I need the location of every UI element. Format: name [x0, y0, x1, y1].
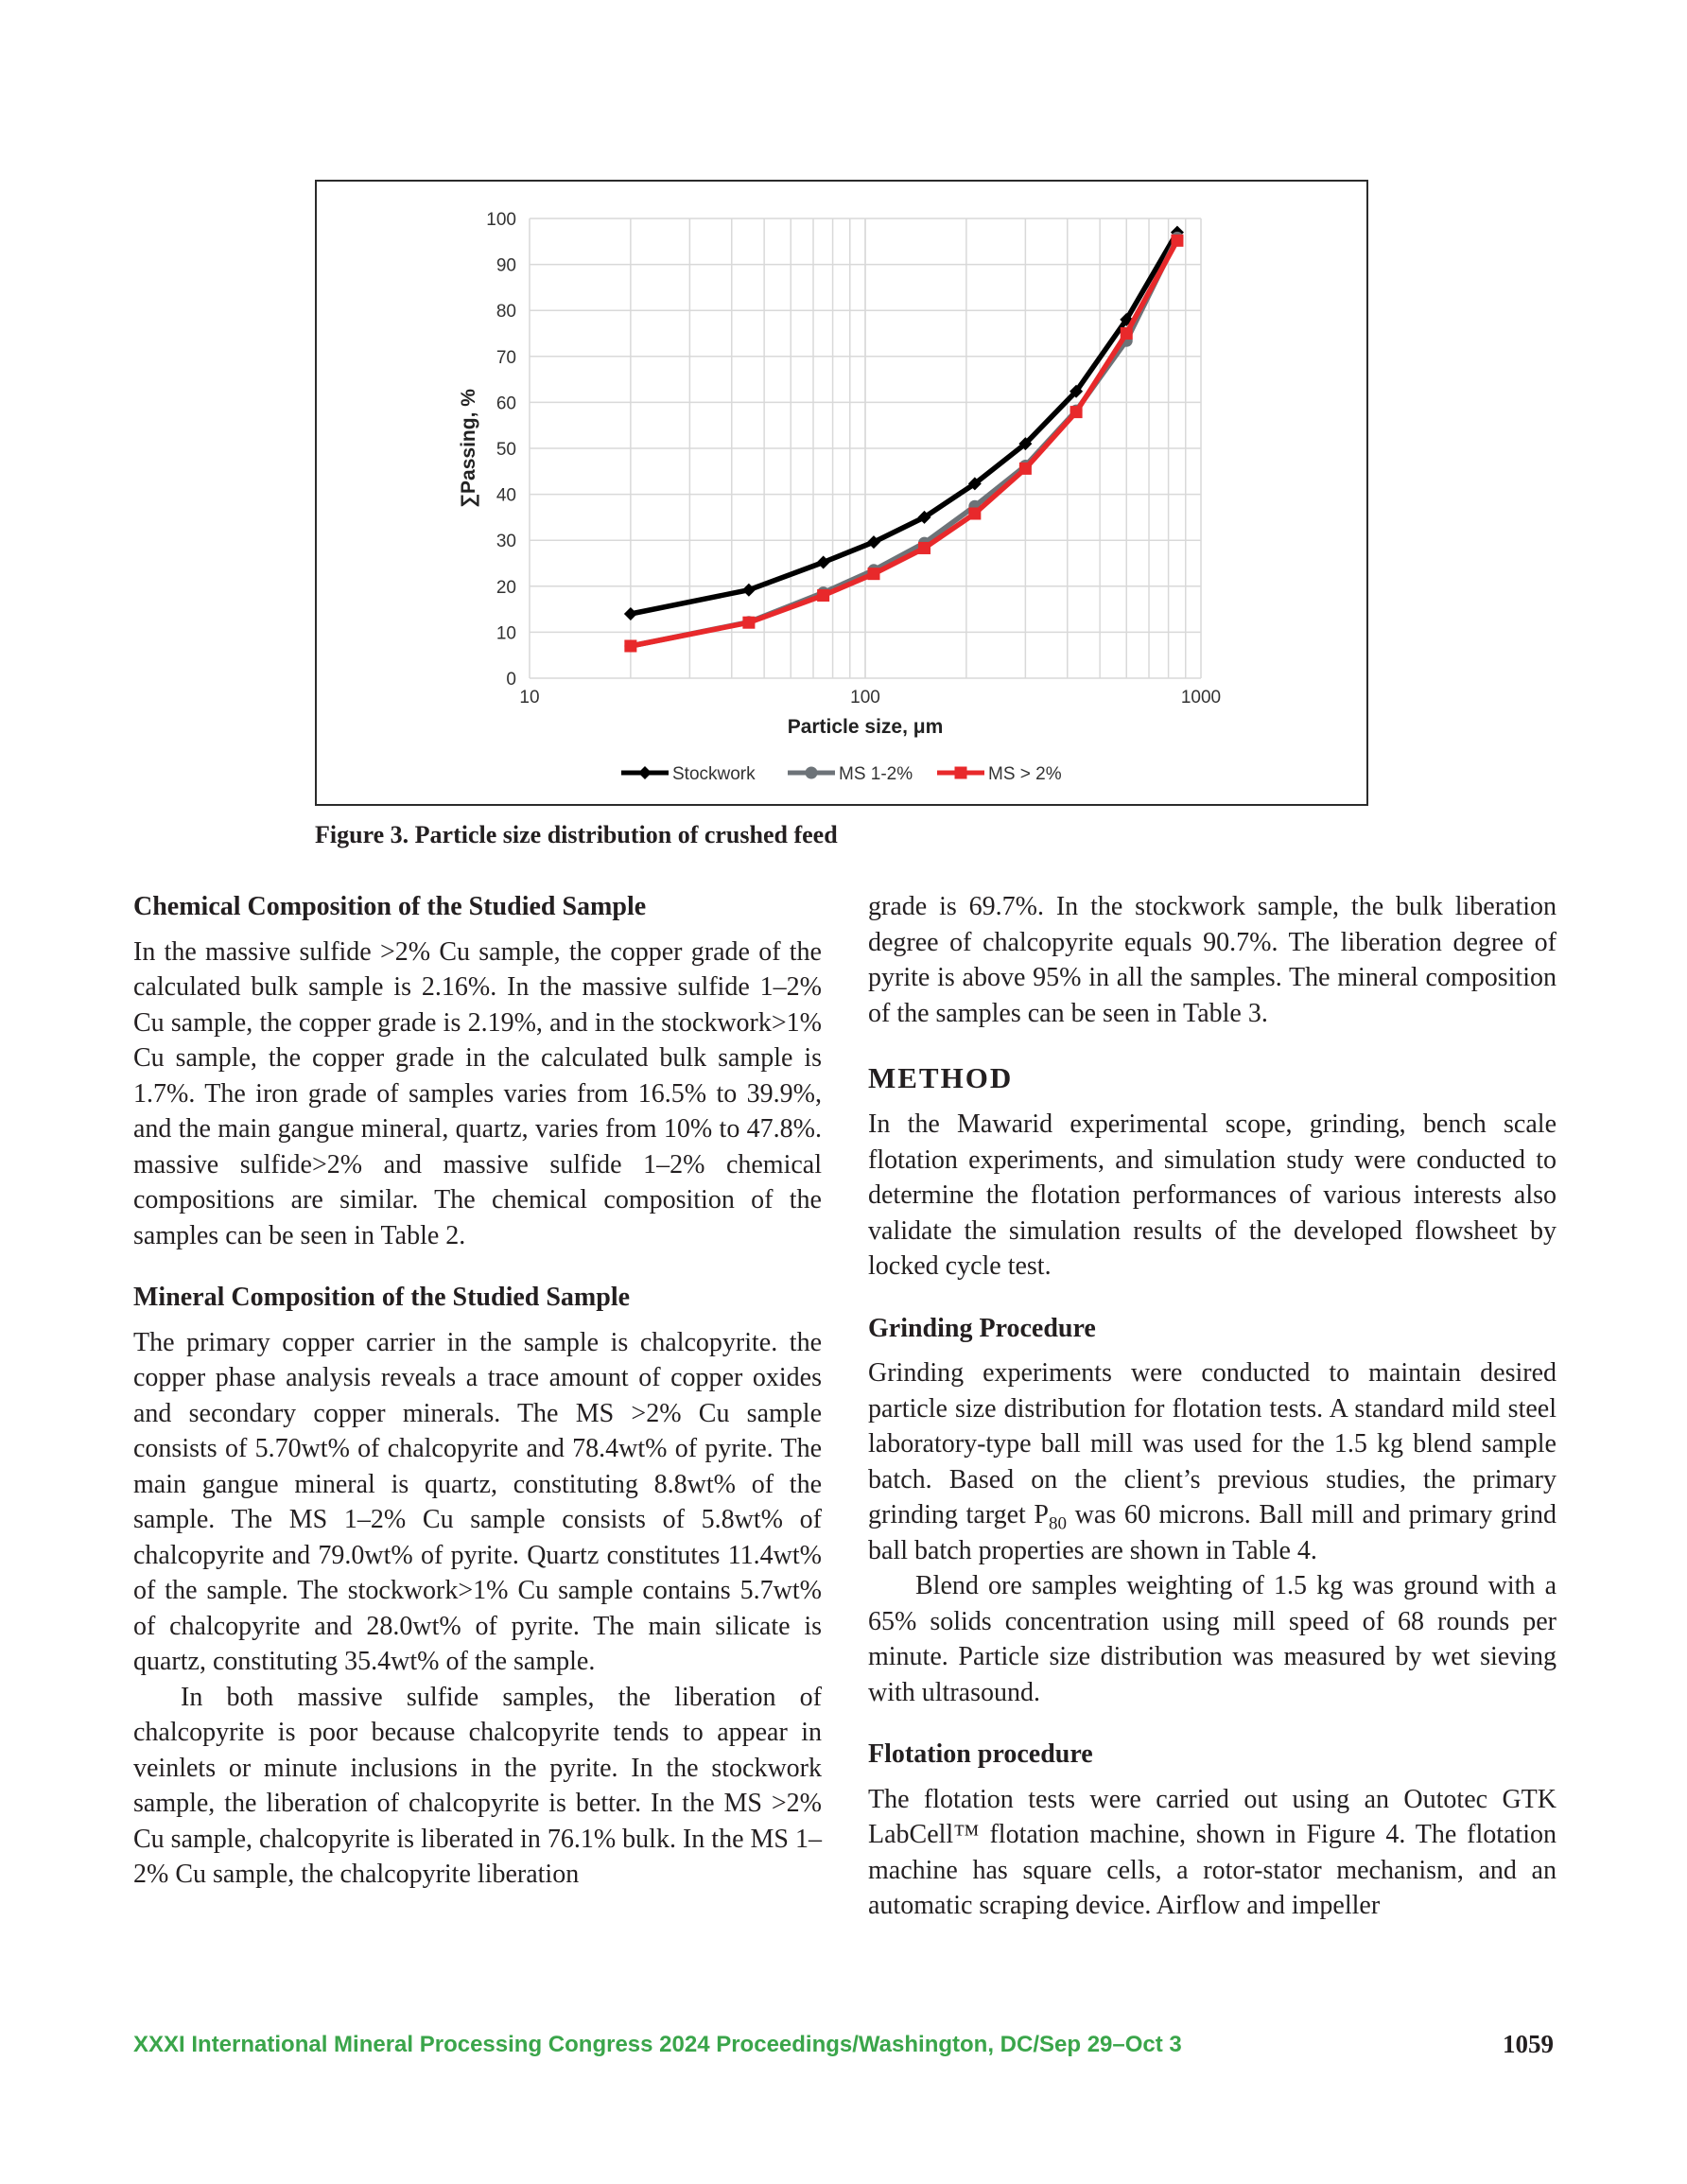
legend-marker-2: [955, 767, 967, 779]
data-point-2: [742, 617, 755, 629]
data-point-2: [817, 589, 829, 602]
legend-label: MS > 2%: [988, 764, 1062, 784]
page-number: 1059: [1503, 2030, 1554, 2058]
y-tick-label: 80: [496, 302, 516, 323]
figure-frame: [315, 180, 1368, 806]
figure-caption: Figure 3. Particle size distribution of crushed feed: [315, 821, 838, 848]
paragraph-liberation: In both massive sulfide samples, the liberation of chalcopyrite is poor because chalcopyrite tends to appear in veinlets or minute inclusions in the pyrite. In the stockwork sample, the liberation of chalcopyrite is better. In the MS >2% Cu sample, chalcopyrite is liberated in 76.1% bulk. In the MS 1–2% Cu sample, the chalcopyrite liberation: [133, 1682, 822, 1889]
footer-proceedings: XXXI International Mineral Processing Congress 2024 Proceedings/Washington, DC/Sep 29–Oct 3: [133, 2032, 1182, 2057]
y-tick-label: 60: [496, 393, 516, 414]
data-point-2: [1070, 406, 1083, 418]
section-heading-mineral: Mineral Composition of the Studied Sample: [133, 1283, 631, 1312]
data-point-2: [1121, 327, 1133, 340]
y-axis-title: ∑Passing, %: [458, 389, 479, 508]
section-heading-method: METHOD: [868, 1061, 1014, 1094]
y-tick-label: 30: [496, 532, 516, 552]
y-tick-label: 90: [496, 255, 516, 276]
left-column: [133, 889, 822, 1893]
y-tick-label: 100: [486, 210, 516, 230]
data-point-2: [867, 568, 879, 580]
paragraph-mineral: The primary copper carrier in the sample is chalcopyrite. the copper phase analysis reveals a trace amount of copper oxides and secondary copper minerals. The MS >2% Cu sample consists of 5.70wt% of chalcopyrite and 78.4wt% of pyrite. The main gangue mineral is quartz, constituting 8.8wt% of the sample. The MS 1–2% Cu sample consists of 5.8wt% of chalcopyrite and 79.0wt% of pyrite. Quartz constitutes 11.4wt% of the sample. The stockwork>1% Cu sample contains 5.7wt% of chalcopyrite and 28.0wt% of pyrite. The main silicate is quartz, constituting 35.4wt% of the sample.: [133, 1327, 822, 1676]
y-tick-label: 40: [496, 485, 516, 506]
y-tick-label: 20: [496, 577, 516, 598]
x-tick-label: 1000: [1180, 688, 1222, 708]
section-heading-flotation: Flotation procedure: [868, 1739, 1093, 1769]
x-tick-label: 10: [519, 688, 540, 708]
y-tick-label: 10: [496, 623, 516, 644]
y-tick-label: 50: [496, 440, 516, 460]
grinding-text-b: was 60 microns. Ball mill and primary grind ball batch properties are shown in Table 4.: [868, 1500, 1557, 1565]
section-heading-chemical: Chemical Composition of the Studied Sample: [133, 892, 647, 921]
data-point-2: [1019, 463, 1032, 475]
data-point-2: [968, 508, 981, 520]
data-point-2: [1171, 235, 1183, 247]
data-point-2: [624, 639, 636, 652]
paragraph-grinding: [868, 1355, 1557, 1568]
grinding-text-a: Grinding experiments were conducted to maintain desired particle size distribution for flotation tests. A standard mild steel laboratory-type ball mill was used for the 1.5 kg blend sample batch. Based on the client’s previous studies, the primary grinding target P: [868, 1358, 1557, 1529]
paragraph-grinding-2: Blend ore samples weighting of 1.5 kg was ground with a 65% solids concentration using mill speed of 68 rounds per minute. Particle size distribution was measured by wet sieving with ultrasound.: [868, 1571, 1557, 1707]
p80-subscript: 80: [1049, 1513, 1068, 1534]
legend-marker-1: [806, 767, 818, 779]
legend-marker-0: [638, 766, 652, 779]
paragraph-liberation-cont: grade is 69.7%. In the stockwork sample, the bulk liberation degree of chalcopyrite equals 90.7%. The liberation degree of pyrite is above 95% in all the samples. The mineral composition of the samples can be seen in Table 3.: [868, 892, 1557, 1028]
right-column: [868, 889, 1557, 1924]
y-tick-label: 0: [506, 670, 516, 690]
legend-label: MS 1-2%: [839, 764, 913, 784]
y-tick-label: 70: [496, 347, 516, 368]
particle-size-chart: [317, 182, 1366, 804]
section-heading-grinding: Grinding Procedure: [868, 1313, 1096, 1343]
paragraph-chemical: In the massive sulfide >2% Cu sample, the copper grade of the calculated bulk sample is 2.16%. In the massive sulfide 1–2% Cu sample, the copper grade is 2.19%, and in the stockwork>1% Cu sample, the copper grade in the calculated bulk sample is 1.7%. The iron grade of samples varies from 16.5% to 39.9%, and the main gangue mineral, quartz, varies from 10% to 47.8%. massive sulfide>2% and massive sulfide 1–2% chemical compositions are similar. The chemical composition of the samples can be seen in Table 2.: [133, 936, 822, 1250]
paragraph-method: In the Mawarid experimental scope, grinding, bench scale flotation experiments, and simulation study were conducted to determine the flotation performances of various interests also validate the simulation results of the developed flowsheet by locked cycle test.: [868, 1109, 1557, 1281]
legend-label: Stockwork: [672, 764, 756, 784]
paragraph-flotation: The flotation tests were carried out using an Outotec GTK LabCell™ flotation machine, shown in Figure 4. The flotation machine has square cells, a rotor-stator mechanism, and an automatic scraping device. Airflow and impeller: [868, 1784, 1557, 1920]
x-axis-title: Particle size, μm: [787, 716, 944, 738]
data-point-2: [918, 542, 930, 554]
x-tick-label: 100: [850, 688, 880, 708]
